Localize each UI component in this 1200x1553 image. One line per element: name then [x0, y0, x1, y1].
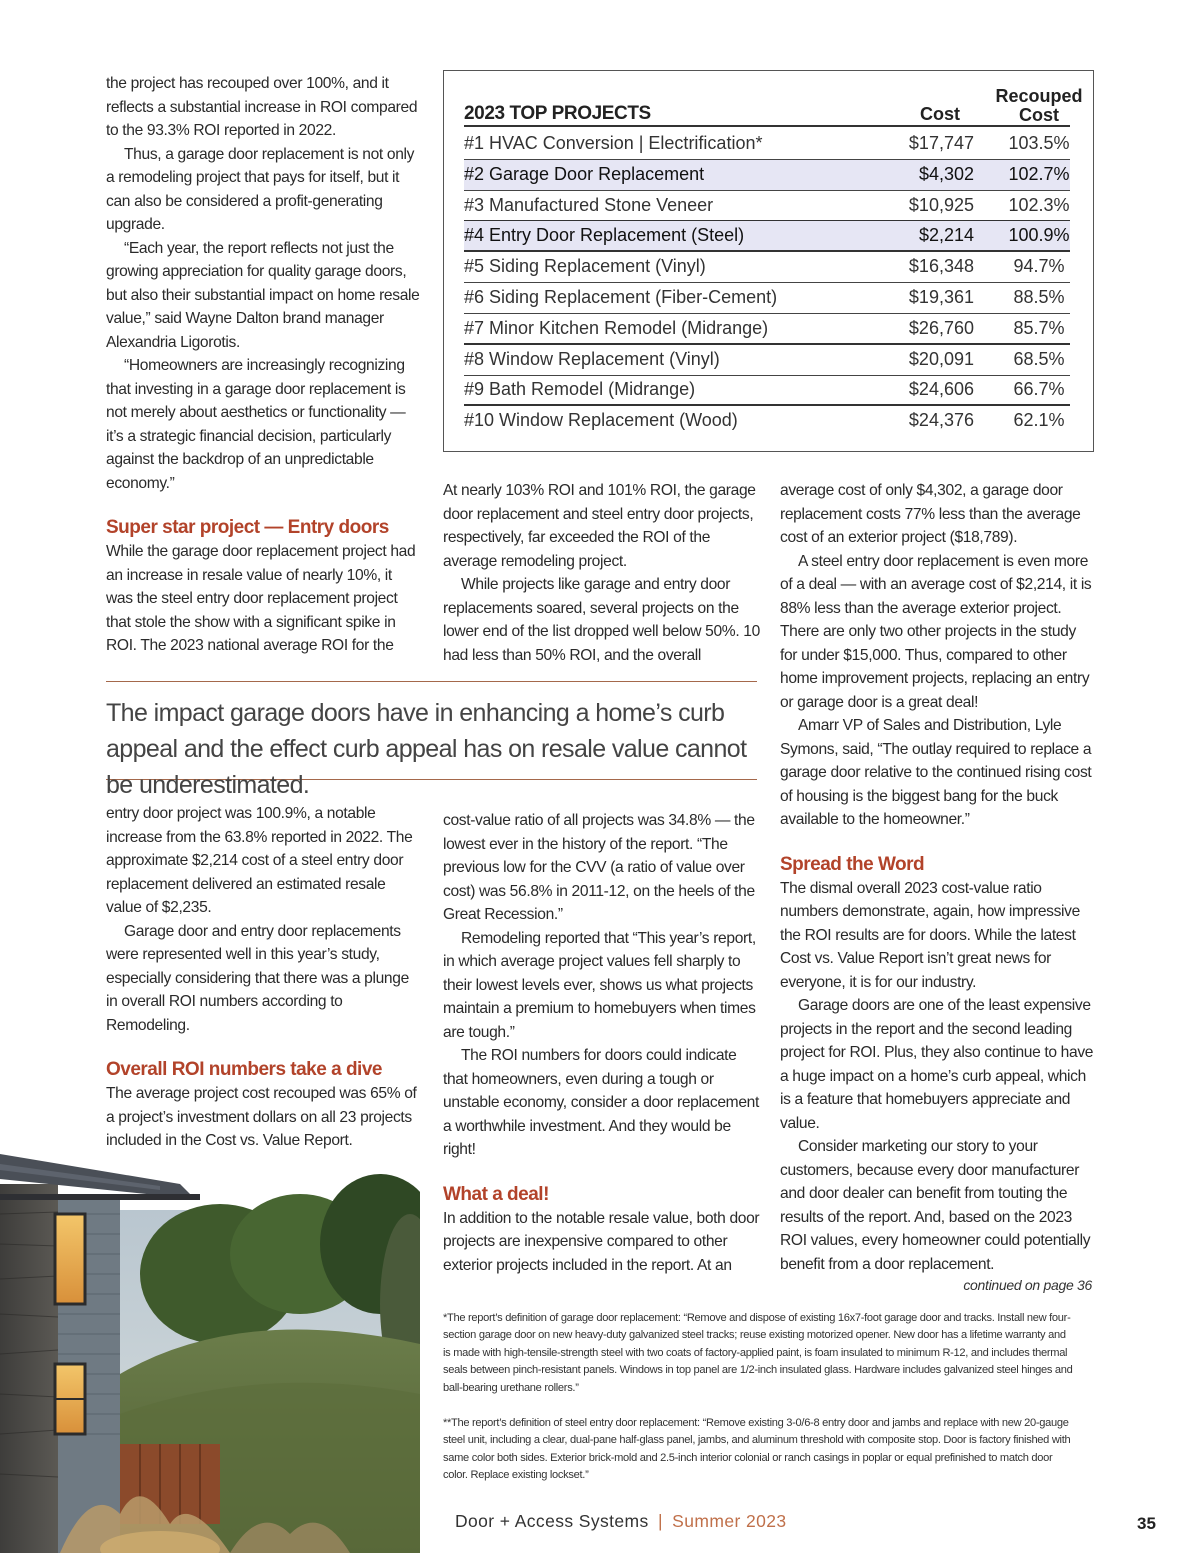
paragraph: “Each year, the report reflects not just the growing appreciation for quality garage doors, but also their substantial impact on home resale value,” said Wayne Dalton brand manager Alexandria Ligorotis. [106, 239, 420, 351]
project-cost: $19,361 [908, 287, 974, 307]
project-recouped: 66.7% [1013, 379, 1065, 400]
paragraph: A steel entry door replacement is even more of a deal — with an average cost of $2,214, it is 88% less than the average exterior project. There are only two other projects in the study for under $15,000. Thus, compared to other home improvement projects, replacing an entry or garage door is a great deal! [780, 552, 1092, 711]
project-cost: $17,747 [908, 133, 974, 153]
paragraph: Thus, a garage door replacement is not only a remodeling project that pays for itself, but it can also be considered a profit-generating upgrade. [106, 145, 415, 233]
article-column-1-top [106, 72, 422, 658]
project-cost: $10,925 [908, 194, 974, 215]
project-name: #2 Garage Door Replacement [464, 163, 705, 184]
footnote-garage-door: *The report’s definition of garage door replacement: “Remove and dispose of existing 16x7-foot garage door and tracks. Install new four-section garage door on new heavy-duty galvanized steel tracks; reuse existing motorized opener. New door has a lifetime warranty and is made with high-tensile-strength steel with two coats of factory-applied paint, is foam insulated to minimum R-12, and includes thermal seals between pinch-resistant panels. Windows in top panel are 1/2-inch insulated glass. Hardware includes galvanized steel hinges and ball-bearing urethane rollers.” [443, 1312, 1073, 1394]
project-recouped: 102.7% [1008, 163, 1070, 184]
table-row [464, 252, 1070, 283]
project-name: #1 HVAC Conversion | Electrification* [464, 133, 763, 153]
project-name: #7 Minor Kitchen Remodel (Midrange) [464, 317, 769, 338]
footnote-entry-door: **The report’s definition of steel entry door replacement: “Remove existing 3-0/6-8 entry door and jambs and replace with new 20-gauge steel unit, including a clear, dual-pane half-glass panel, jambs, and aluminum threshold with composite stop. Door is factory finished with same color both sides. Exterior brick-mold and 2.5-inch interior colonial or ranch casings in poplar or equal prefinished to match door color. Replace existing lockset.” [443, 1417, 1071, 1482]
paragraph: While projects like garage and entry door replacements soared, several projects on the lower end of the list dropped well below 50%. 10 had less than 50% ROI, and the overall [443, 576, 760, 664]
paragraph: average cost of only $4,302, a garage door replacement costs 77% less than the average cost of an exterior project ($18,789). [780, 482, 1081, 546]
section-heading: Spread the Word [780, 853, 925, 875]
project-recouped: 94.7% [1013, 256, 1065, 277]
project-recouped: 100.9% [1008, 225, 1070, 246]
table-row [464, 221, 1070, 252]
paragraph: The ROI numbers for doors could indicate that homeowners, even during a tough or unstable economy, consider a door replacement a worthwhile investment. And they would be right! [443, 1047, 759, 1158]
cost-column-header: Cost [920, 104, 960, 124]
project-recouped: 102.3% [1008, 194, 1070, 215]
page-footer [455, 1511, 786, 1532]
section-heading: Super star project — Entry doors [106, 517, 389, 538]
paragraph: At nearly 103% ROI and 101% ROI, the garage door replacement and steel entry door projects, respectively, far exceeded the ROI of the average remodeling project. [443, 482, 756, 570]
project-cost: $24,376 [908, 410, 974, 431]
paragraph: “Homeowners are increasingly recognizing that investing in a garage door replacement is not merely about aesthetics or functionality — it’s a strategic financial decision, particularly against the backdrop of an unpredictable economy.” [106, 357, 406, 492]
table-row [464, 406, 1070, 437]
table-row [464, 345, 1070, 376]
table-row [464, 314, 1070, 345]
continued-note: continued on page 36 [963, 1277, 1092, 1293]
paragraph: cost-value ratio of all projects was 34.8% — the lowest ever in the history of the report. “The previous low for the CVV (a ratio of value over cost) was 56.8% in 2011-12, on the heels of the Great Recession.” [443, 812, 755, 923]
project-cost: $2,214 [918, 225, 974, 246]
project-cost: $24,606 [908, 379, 974, 400]
table-row [464, 160, 1070, 191]
project-name: #10 Window Replacement (Wood) [464, 410, 738, 431]
project-name: #8 Window Replacement (Vinyl) [464, 348, 720, 369]
paragraph: Remodeling reported that “This year’s report, in which average project values fell sharply to their lowest levels ever, shows us what projects maintain a premium to homebuyers when times are tough.” [443, 929, 756, 1041]
paragraph: The average project cost recouped was 65% of a project’s investment dollars on all 23 projects included in the Cost vs. Value Report. [106, 1085, 417, 1149]
house-photo [0, 1154, 420, 1553]
project-name: #3 Manufactured Stone Veneer [464, 194, 714, 215]
project-recouped: 88.5% [1013, 287, 1065, 307]
article-column-2-top [443, 479, 761, 667]
table-row [464, 375, 1070, 406]
paragraph: Garage doors are one of the least expensive projects in the report and the second leading project for ROI. Plus, they also continue to have a huge impact on a home’s curb appeal, which is a feature that homebuyers appreciate and value. [780, 997, 1094, 1132]
paragraph: Garage door and entry door replacements were represented well in this year’s study, especially considering that there was a plunge in overall ROI numbers according to Remodeling. [106, 922, 409, 1034]
project-name: #4 Entry Door Replacement (Steel) [464, 225, 745, 246]
project-recouped: 68.5% [1013, 348, 1065, 369]
paragraph: While the garage door replacement project had an increase in resale value of nearly 10%, it was the steel entry door replacement project that stole the show with a significant spike in ROI. The 2023 national average ROI for the [106, 543, 416, 654]
table-title: 2023 TOP PROJECTS [464, 103, 651, 124]
paragraph: Consider marketing our story to your customers, because every door manufacturer and door dealer can benefit from touting the results of the report. And, based on the 2023 ROI values, every homeowner could potentially benefit from a door replacement. [780, 1138, 1091, 1273]
footer-separator: | [657, 1511, 663, 1531]
section-heading: Overall ROI numbers take a dive [106, 1059, 382, 1080]
project-recouped: 103.5% [1008, 133, 1070, 153]
section-heading: What a deal! [443, 1183, 549, 1205]
article-column-3 [780, 479, 1096, 1276]
paragraph: The dismal overall 2023 cost-value ratio numbers demonstrate, again, how impressive the ROI results are for doors. While the latest Cost vs. Value Report isn’t great news for everyone, it is for our industry. [780, 879, 1080, 991]
paragraph: entry door project was 100.9%, a notable increase from the 63.8% reported in 2022. The approximate $2,214 cost of a steel entry door replacement delivered an estimated resale value of $2,235. [106, 805, 413, 916]
project-cost: $16,348 [908, 256, 974, 277]
pull-quote: The impact garage doors have in enhancing a home’s curb appeal and the effect curb appeal has on resale value cannot be underestimated. [106, 681, 757, 780]
table-row [464, 129, 1070, 160]
project-cost: $26,760 [908, 317, 974, 338]
publication-name: Door + Access Systems [455, 1511, 649, 1531]
page-number: 35 [1137, 1514, 1156, 1533]
table-row [464, 191, 1070, 222]
project-recouped: 85.7% [1013, 317, 1065, 338]
project-name: #9 Bath Remodel (Midrange) [464, 379, 696, 400]
table-row [464, 283, 1070, 314]
paragraph: Amarr VP of Sales and Distribution, Lyle Symons, said, “The outlay required to replace a garage door relative to the continued rising cost of housing is the biggest bang for the buck available to the homeowner.” [780, 717, 1092, 828]
project-cost: $4,302 [918, 163, 974, 184]
project-name: #6 Siding Replacement (Fiber-Cement) [464, 287, 778, 307]
project-recouped: 62.1% [1013, 410, 1065, 431]
issue-name: Summer 2023 [672, 1511, 787, 1531]
top-projects-table [443, 70, 1094, 452]
project-cost: $20,091 [908, 348, 974, 369]
project-name: #5 Siding Replacement (Vinyl) [464, 256, 706, 277]
recouped-column-header: Recouped Cost [995, 86, 1083, 125]
article-column-1-bottom [106, 802, 422, 1153]
article-column-2-bottom [443, 809, 761, 1277]
paragraph: the project has recouped over 100%, and it reflects a substantial increase in ROI compared to the 93.3% ROI reported in 2022. [106, 75, 418, 139]
table-header [464, 86, 1083, 127]
paragraph: In addition to the notable resale value, both door projects are inexpensive compared to other exterior projects included in the report. At an [443, 1209, 760, 1274]
